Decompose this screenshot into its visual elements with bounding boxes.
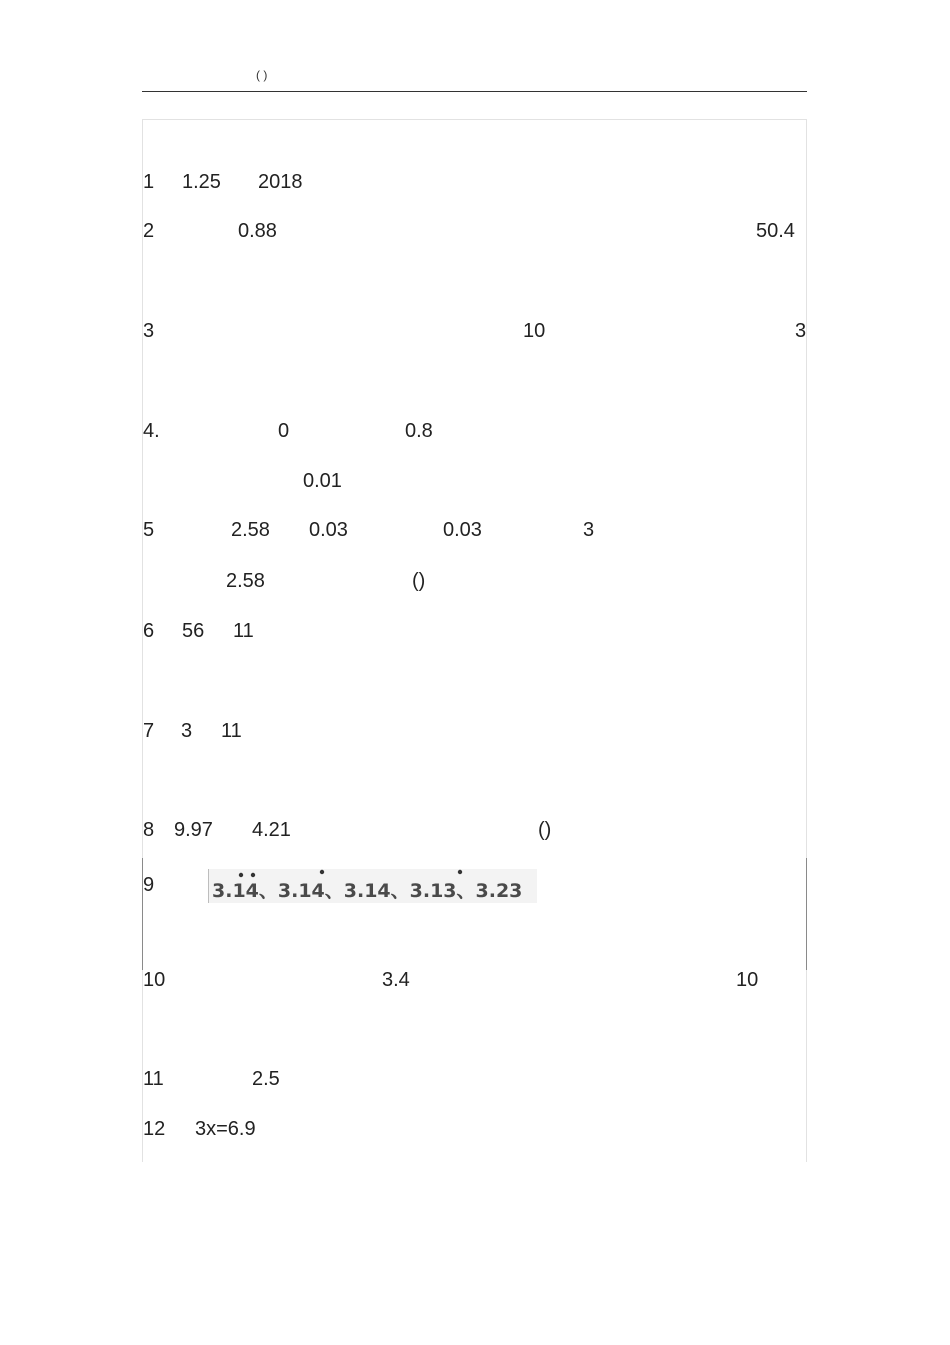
q3-value-b: 3	[795, 320, 807, 342]
q6-number: 6	[143, 620, 155, 642]
q2-number: 2	[143, 220, 155, 242]
q11-value-a: 2.5	[252, 1068, 280, 1090]
q7-number: 7	[143, 720, 155, 742]
q4-value-a: 0	[278, 420, 290, 442]
q4-value-b: 0.8	[405, 420, 433, 442]
q5-value-a: 2.58	[231, 519, 270, 541]
q2-value-a: 0.88	[238, 220, 277, 242]
q3-number: 3	[143, 320, 155, 342]
repeat-dot	[239, 873, 243, 877]
q9-number: 9	[143, 874, 155, 896]
q1-number: 1	[143, 171, 155, 193]
q3-value-a: 10	[523, 320, 546, 342]
q7-value-b: 11	[221, 720, 242, 742]
repeat-dot	[320, 870, 324, 874]
q9-number-list-image	[208, 869, 537, 903]
q8-number: 8	[143, 819, 155, 841]
repeat-dot	[458, 870, 462, 874]
q10-number: 10	[143, 969, 166, 991]
frame-top-border	[142, 119, 807, 120]
q1-value-a: 1.25	[182, 171, 221, 193]
header-parentheses: ( )	[256, 68, 268, 82]
frame-right-border	[806, 119, 807, 858]
q1-value-b: 2018	[258, 171, 303, 193]
q10-value-a: 3.4	[382, 969, 410, 991]
q10-value-b: 10	[736, 969, 759, 991]
q12-number: 12	[143, 1118, 166, 1140]
frame-right-border-lower	[806, 970, 807, 1162]
q4-number: 4.	[143, 420, 160, 442]
repeat-dot	[251, 873, 255, 877]
q5-value-b: 0.03	[309, 519, 348, 541]
q8-answer-parens: ()	[538, 819, 552, 841]
q9-number-list-svg	[209, 869, 537, 903]
q5-number: 5	[143, 519, 155, 541]
q6-value-b: 11	[233, 620, 254, 642]
q2-value-b: 50.4	[756, 220, 795, 242]
q12-equation: 3x=6.9	[195, 1118, 256, 1140]
q5-answer-parens: ()	[412, 570, 426, 592]
q5-line2-value: 2.58	[226, 570, 265, 592]
q5-value-c: 0.03	[443, 519, 482, 541]
q8-value-a: 9.97	[174, 819, 213, 841]
q4-line2-value: 0.01	[303, 470, 342, 492]
q7-value-a: 3	[181, 720, 193, 742]
q11-number: 11	[143, 1068, 164, 1090]
q8-value-b: 4.21	[252, 819, 291, 841]
frame-right-border-dark	[806, 858, 807, 970]
header-rule	[142, 91, 807, 92]
q6-value-a: 56	[182, 620, 205, 642]
svg-text:3.14、3.14、3.14、3.13、3.23: 3.14、3.14、3.14、3.13、3.23	[212, 880, 523, 902]
q5-value-d: 3	[583, 519, 595, 541]
